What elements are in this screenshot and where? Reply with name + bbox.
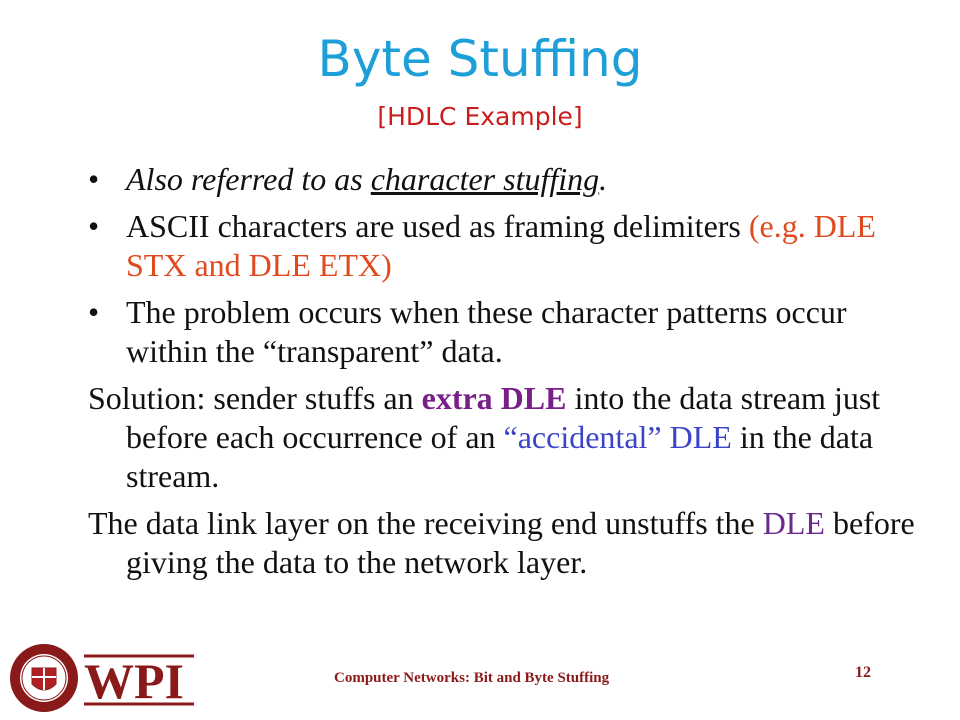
solution-paragraph	[88, 379, 918, 496]
wpi-wordmark: WPI	[84, 653, 184, 709]
final-highlight: DLE	[762, 505, 825, 541]
solution-prefix: Solution: sender stuffs an	[88, 380, 422, 416]
bullet-2-highlight: (e.g. DLE STX and DLE ETX)	[126, 208, 876, 283]
bullet-2-text: ASCII characters are used as framing delimiters	[126, 208, 749, 244]
solution-highlight: extra DLE	[421, 380, 567, 416]
final-suffix: before giving the data to the network layer.	[126, 505, 915, 580]
page-number: 12	[855, 664, 871, 681]
solution-suffix: in the data stream.	[126, 419, 874, 494]
bullet-1-text: Also referred to as	[126, 161, 371, 197]
bullet-1	[88, 160, 918, 199]
solution-accidental: “accidental” DLE	[503, 419, 732, 455]
bullet-2	[88, 207, 918, 285]
slide-title: Byte Stuffing	[317, 30, 643, 88]
solution-middle: into the data stream just before each occurrence of an	[126, 380, 881, 455]
final-prefix: The data link layer on the receiving end unstuffs the	[88, 505, 763, 541]
bullet-dot: •	[88, 294, 100, 330]
bullet-3-text: The problem occurs when these character patterns occur within the “transparent” data.	[126, 294, 847, 369]
bullet-3	[88, 293, 918, 371]
wpi-logo	[8, 642, 198, 714]
wpi-seal-icon	[10, 644, 78, 712]
bullet-1-underlined: character stuffing	[370, 161, 600, 197]
bullet-dot: •	[88, 161, 100, 197]
slide-subtitle: [HDLC Example]	[377, 102, 583, 131]
slide-body	[88, 160, 918, 590]
final-paragraph	[88, 504, 918, 582]
bullet-dot: •	[88, 208, 100, 244]
footer-course-title: Computer Networks: Bit and Byte Stuffing	[334, 670, 610, 686]
bullet-1-end: .	[599, 161, 608, 197]
